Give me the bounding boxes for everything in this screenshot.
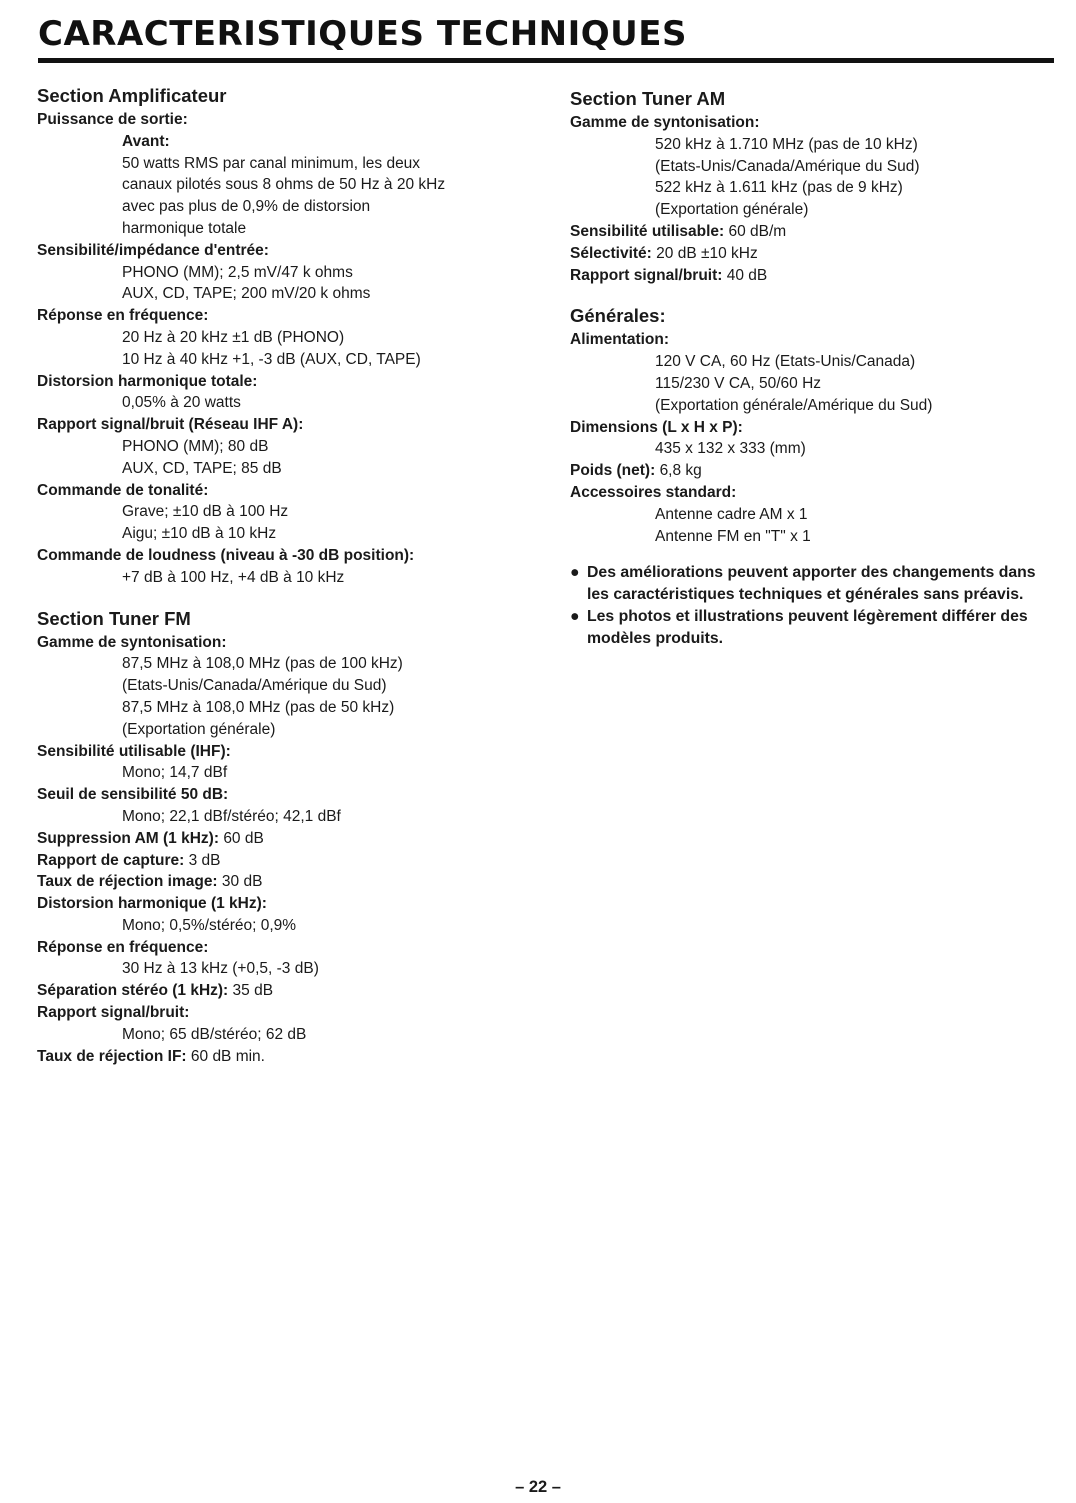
fm-supp-row <box>37 828 537 850</box>
fm-rep-label: Réponse en fréquence: <box>37 938 209 956</box>
amp-rsb-label: Rapport signal/bruit (Réseau IHF A): <box>37 416 304 434</box>
fm-gamme-line: (Exportation générale) <box>122 720 276 738</box>
fm-sep-value: 35 dB <box>232 982 274 1000</box>
am-sens-label: Sensibilité utilisable: <box>570 222 725 240</box>
note-text: Les photos et illustrations peuvent légèrement différer des modèles produits. <box>587 608 1028 648</box>
amp-loud-label: Commande de loudness (niveau à -30 dB position): <box>37 546 415 564</box>
gen-poids-value: 6,8 kg <box>659 462 702 480</box>
notes-list <box>570 562 1060 650</box>
title-rule <box>38 58 1054 63</box>
am-sens-value: 60 dB/m <box>728 222 787 240</box>
amp-dist-label: Distorsion harmonique totale: <box>37 372 258 390</box>
fm-gamme-line: 87,5 MHz à 108,0 MHz (pas de 100 kHz) <box>122 655 403 673</box>
fm-sens-line: Mono; 14,7 dBf <box>122 764 228 782</box>
gen-acc-line: Antenne cadre AM x 1 <box>655 505 808 523</box>
fm-sep-label: Séparation stéréo (1 kHz): <box>37 982 229 1000</box>
note-item <box>570 606 1060 650</box>
amp-avant-label: Avant: <box>122 132 170 150</box>
fm-dist-line: Mono; 0,5%/stéréo; 0,9% <box>122 916 297 934</box>
fm-sens-label: Sensibilité utilisable (IHF): <box>37 742 231 760</box>
page-number: – 22 – <box>515 1478 561 1496</box>
amp-rep-line: 20 Hz à 20 kHz ±1 dB (PHONO) <box>122 328 345 346</box>
fm-capt-row <box>37 850 537 872</box>
amp-dist-line: 0,05% à 20 watts <box>122 394 241 412</box>
amp-avant-line: harmonique totale <box>122 219 247 237</box>
am-rsb-value: 40 dB <box>726 266 768 284</box>
amp-rep-label: Réponse en fréquence: <box>37 307 209 325</box>
am-sel-value: 20 dB ±10 kHz <box>656 244 758 262</box>
am-gamme-line: 522 kHz à 1.611 kHz (pas de 9 kHz) <box>655 179 903 197</box>
gen-dim-label: Dimensions (L x H x P): <box>570 418 743 436</box>
gen-heading: Générales: <box>570 305 666 327</box>
fm-gamme-line: 87,5 MHz à 108,0 MHz (pas de 50 kHz) <box>122 698 395 716</box>
amp-rsb-line: AUX, CD, TAPE; 85 dB <box>122 459 282 477</box>
fm-rej-value: 30 dB <box>221 873 263 891</box>
fm-capt-value: 3 dB <box>188 851 221 869</box>
amp-puissance-label: Puissance de sortie: <box>37 111 188 128</box>
fm-rsb-line: Mono; 65 dB/stéréo; 62 dB <box>122 1025 307 1043</box>
gen-acc-label: Accessoires standard: <box>570 483 737 501</box>
gen-alim-label: Alimentation: <box>570 331 670 349</box>
fm-supp-label: Suppression AM (1 kHz): <box>37 829 219 847</box>
am-gamme-line: (Exportation générale) <box>655 201 809 219</box>
bullet-icon: ● <box>570 608 580 626</box>
amp-sens-label: Sensibilité/impédance d'entrée: <box>37 241 269 259</box>
fm-heading: Section Tuner FM <box>37 607 191 629</box>
amp-loud-line: +7 dB à 100 Hz, +4 dB à 10 kHz <box>122 568 345 586</box>
note-item <box>570 562 1060 606</box>
page-title: CARACTERISTIQUES TECHNIQUES <box>38 14 688 54</box>
amp-ton-line: Aigu; ±10 dB à 10 kHz <box>122 525 277 543</box>
fm-capt-label: Rapport de capture: <box>37 851 185 869</box>
note-text: Des améliorations peuvent apporter des changements dans les caractéristiques techniques et générales sans préavis. <box>587 564 1036 604</box>
gen-poids-row <box>570 460 1060 482</box>
amp-avant-line: canaux pilotés sous 8 ohms de 50 Hz à 20 kHz <box>122 176 446 194</box>
fm-gamme-label: Gamme de syntonisation: <box>37 633 227 651</box>
amp-heading: Section Amplificateur <box>37 85 227 106</box>
am-rsb-label: Rapport signal/bruit: <box>570 266 723 284</box>
amp-rep-line: 10 Hz à 40 kHz +1, -3 dB (AUX, CD, TAPE) <box>122 350 421 368</box>
amp-ton-label: Commande de tonalité: <box>37 481 209 499</box>
right-column <box>570 87 1060 650</box>
am-heading: Section Tuner AM <box>570 88 726 109</box>
fm-rep-line: 30 Hz à 13 kHz (+0,5, -3 dB) <box>122 960 319 978</box>
am-gamme-line: (Etats-Unis/Canada/Amérique du Sud) <box>655 157 920 175</box>
am-gamme-label: Gamme de syntonisation: <box>570 114 760 131</box>
fm-supp-value: 60 dB <box>223 829 264 847</box>
fm-if-row <box>37 1046 537 1068</box>
amp-avant-line: avec pas plus de 0,9% de distorsion <box>122 198 371 216</box>
am-sel-row <box>570 243 1060 265</box>
gen-poids-label: Poids (net): <box>570 462 656 480</box>
gen-alim-line: 115/230 V CA, 50/60 Hz <box>655 374 822 392</box>
fm-dist-label: Distorsion harmonique (1 kHz): <box>37 895 267 913</box>
fm-seuil-line: Mono; 22,1 dBf/stéréo; 42,1 dBf <box>122 807 341 825</box>
fm-sep-row <box>37 980 537 1002</box>
fm-rsb-label: Rapport signal/bruit: <box>37 1004 190 1022</box>
amp-avant-line: 50 watts RMS par canal minimum, les deux <box>122 154 421 172</box>
gen-acc-line: Antenne FM en "T" x 1 <box>655 527 811 545</box>
fm-rej-label: Taux de réjection image: <box>37 873 218 891</box>
am-gamme-line: 520 kHz à 1.710 MHz (pas de 10 kHz) <box>655 135 918 153</box>
am-rsb-row <box>570 265 1060 287</box>
amp-rsb-line: PHONO (MM); 80 dB <box>122 437 269 455</box>
bullet-icon: ● <box>570 564 580 582</box>
fm-gamme-line: (Etats-Unis/Canada/Amérique du Sud) <box>122 677 387 695</box>
fm-if-label: Taux de réjection IF: <box>37 1047 187 1065</box>
gen-dim-line: 435 x 132 x 333 (mm) <box>655 440 806 458</box>
fm-if-value: 60 dB min. <box>190 1047 265 1065</box>
am-sens-row <box>570 221 1060 243</box>
fm-rej-row <box>37 871 537 893</box>
amp-sens-line: AUX, CD, TAPE; 200 mV/20 k ohms <box>122 285 371 303</box>
gen-alim-line: (Exportation générale/Amérique du Sud) <box>655 396 933 414</box>
gen-alim-line: 120 V CA, 60 Hz (Etats-Unis/Canada) <box>655 353 916 371</box>
amp-ton-line: Grave; ±10 dB à 100 Hz <box>122 503 289 521</box>
amp-sens-line: PHONO (MM); 2,5 mV/47 k ohms <box>122 263 353 281</box>
am-sel-label: Sélectivité: <box>570 244 652 262</box>
left-column <box>37 84 537 1067</box>
fm-seuil-label: Seuil de sensibilité 50 dB: <box>37 786 229 804</box>
